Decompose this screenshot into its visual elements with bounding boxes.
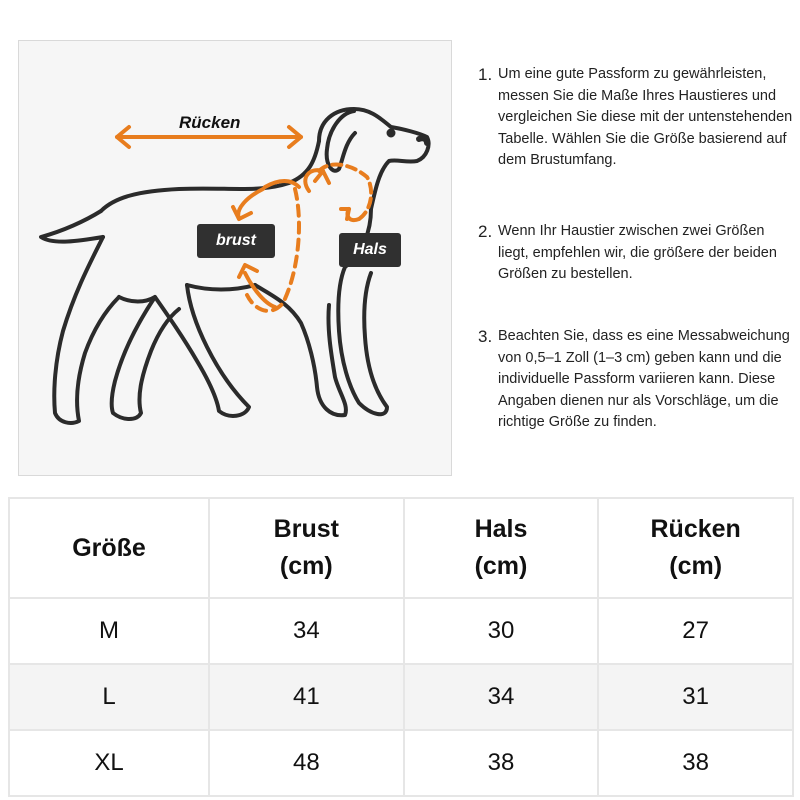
header-ruecken bbox=[598, 498, 793, 598]
table-row bbox=[9, 664, 793, 730]
hals-tag: Hals bbox=[339, 233, 401, 267]
header-size-label: Größe bbox=[72, 533, 146, 562]
dog-measurement-illustration bbox=[18, 40, 452, 476]
header-hals bbox=[404, 498, 599, 598]
header-brust-label: Brust bbox=[273, 515, 339, 543]
table-row bbox=[9, 598, 793, 664]
instruction-number: 3. bbox=[478, 327, 493, 346]
instruction-number: 2. bbox=[478, 222, 493, 241]
cell-ruecken: 31 bbox=[598, 664, 793, 730]
header-hals-label: Hals bbox=[474, 515, 528, 543]
cell-ruecken: 27 bbox=[598, 598, 793, 664]
header-brust bbox=[209, 498, 404, 598]
header-hals-unit: (cm) bbox=[474, 552, 528, 580]
instruction-number: 1. bbox=[478, 65, 493, 84]
cell-brust: 41 bbox=[209, 664, 404, 730]
instruction-item bbox=[478, 221, 796, 286]
table-row bbox=[9, 730, 793, 796]
header-ruecken-label: Rücken bbox=[650, 515, 741, 543]
cell-hals: 34 bbox=[404, 664, 599, 730]
instruction-text: Um eine gute Passform zu gewährleisten, messen Sie die Maße Ihres Haustieres und vergleichen Sie diese mit der untenstehenden Tabelle. Wählen Sie die Größe basierend auf dem Brustumfang. bbox=[498, 66, 793, 168]
brust-tag: brust bbox=[197, 224, 275, 258]
size-table bbox=[8, 497, 794, 797]
instruction-item bbox=[478, 64, 796, 172]
cell-brust: 34 bbox=[209, 598, 404, 664]
header-size bbox=[9, 498, 209, 598]
cell-hals: 30 bbox=[404, 598, 599, 664]
cell-ruecken: 38 bbox=[598, 730, 793, 796]
cell-size: L bbox=[9, 664, 209, 730]
table-header-row bbox=[9, 498, 793, 598]
instruction-text: Beachten Sie, dass es eine Messabweichung von 0,5–1 Zoll (1–3 cm) geben kann und die individuelle Passform variieren kann. Diese Angaben dienen nur als Vorschläge, um die richtige Größe zu finden. bbox=[498, 328, 790, 430]
header-brust-unit: (cm) bbox=[279, 552, 333, 580]
header-ruecken-unit: (cm) bbox=[669, 552, 723, 580]
cell-hals: 38 bbox=[404, 730, 599, 796]
ruecken-label: Rücken bbox=[179, 113, 241, 132]
instruction-item bbox=[478, 326, 796, 434]
cell-size: XL bbox=[9, 730, 209, 796]
cell-size: M bbox=[9, 598, 209, 664]
cell-brust: 48 bbox=[209, 730, 404, 796]
instruction-text: Wenn Ihr Haustier zwischen zwei Größen liegt, empfehlen wir, die größere der beiden Größen zu bestellen. bbox=[498, 223, 777, 282]
